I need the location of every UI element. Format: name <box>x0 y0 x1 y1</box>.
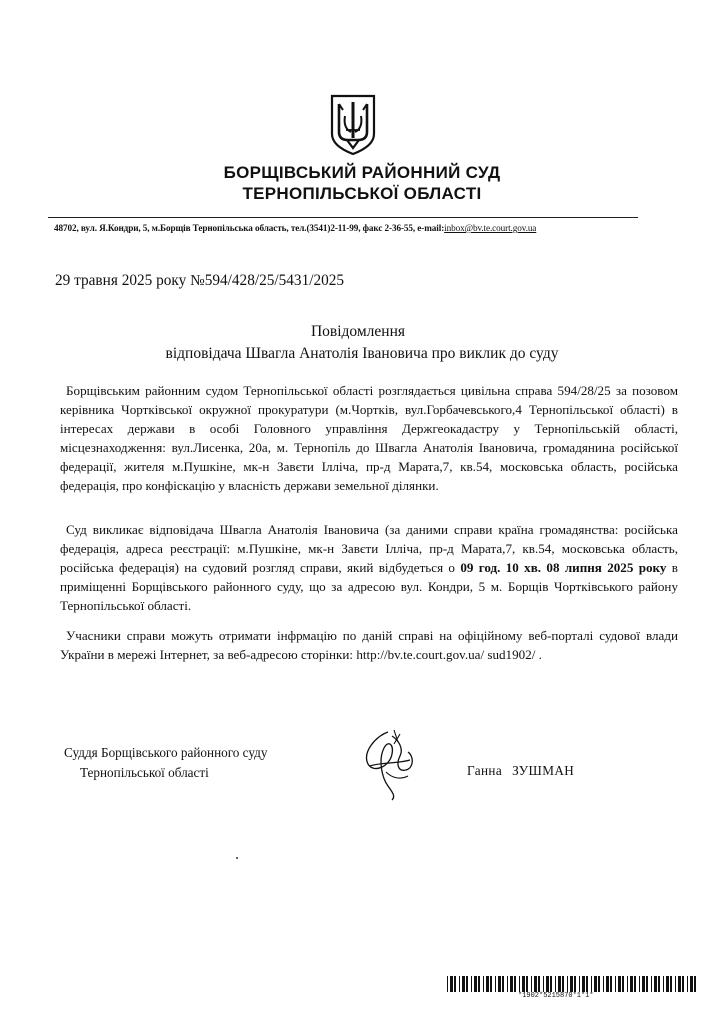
barcode-bar <box>651 976 652 992</box>
barcode-bar <box>586 976 588 992</box>
paragraph-summons <box>60 520 678 615</box>
barcode-bar <box>654 976 657 992</box>
paragraph-text: Учасники справи можуть отримати інфрмацію по даній справі на офіційному веб-порталі судової влади України в мережі Інтернет, за веб-адресою сторінки: http://bv.te.court.gov.ua/ sud1902/ . <box>60 628 678 662</box>
barcode-bar <box>447 976 448 992</box>
barcode-bar <box>658 976 660 992</box>
barcode-bar <box>466 976 468 992</box>
barcode-bar <box>582 976 585 992</box>
barcode-bar <box>550 976 552 992</box>
judge-position <box>64 743 267 783</box>
barcode-bar <box>502 976 504 992</box>
barcode-bar <box>567 976 568 992</box>
hearing-datetime: 09 год. 10 хв. 08 липня 2025 року <box>460 560 667 575</box>
barcode-bar <box>618 976 621 992</box>
handwritten-signature <box>348 726 428 804</box>
barcode-bar <box>574 976 576 992</box>
document-subtitle: відповідача Швагла Анатолія Івановича про виклик до суду <box>165 345 559 362</box>
barcode-bar <box>471 976 472 992</box>
barcode-bar <box>486 976 489 992</box>
barcode-bar <box>450 976 453 992</box>
trident-emblem-icon <box>329 94 377 156</box>
barcode-bar <box>639 976 640 992</box>
judge-last-name: ЗУШМАН <box>512 763 575 778</box>
barcode-text: *1902*5215870*1*1* <box>518 992 594 1000</box>
barcode-bar <box>675 976 676 992</box>
barcode-bar <box>558 976 561 992</box>
paragraph-case-description <box>60 381 678 495</box>
barcode-bar <box>579 976 580 992</box>
barcode-bar <box>562 976 564 992</box>
paragraph-website-info <box>60 626 678 664</box>
barcode-bar <box>459 976 460 992</box>
barcode-bar <box>474 976 477 992</box>
barcode-bar <box>546 976 549 992</box>
court-contacts <box>54 223 694 233</box>
barcode-bar <box>555 976 556 992</box>
barcode-bar <box>610 976 612 992</box>
barcode-bar <box>454 976 456 992</box>
barcode-bar <box>615 976 616 992</box>
scan-speck <box>236 857 238 859</box>
paragraph-text <box>60 520 678 615</box>
paragraph-text: Борщівським районним судом Тернопільської області розглядається цивільна справа 594/28/25 за позовом керівника Чортківської окружної прокуратури (м.Чортків, вул.Горбачевського,4 Тернопільської області) в інтересах держави в особі Головного управління Держгеокадастру у Тернопільській області, місцезнаходження: вул.Лисенка, 20а, м. Тернопіль до Швагла Анатолія Івановича, громадянина російської федерації, жителя м.Пушкіне, мк-н Завєти Ілліча, пр-д Марата,7, кв.54, московська область, російська федерація, про конфіскацію у власність держави земельної ділянки. <box>60 383 678 493</box>
summons-text: Суд викликає відповідача Швагла Анатолія Івановича (за даними справи країна громадянства: російська федерація, адреса реєстрації: м.Пушкіне, мк-н Завєти Ілліча, пр-д Марата,7, кв.54, московська область, російська федерація) на судовий розгляд справи, який відбудеться о <box>60 522 678 575</box>
barcode-bar <box>534 976 537 992</box>
barcode-bar <box>634 976 636 992</box>
barcode-bar <box>694 976 696 992</box>
judge-first-name: Ганна <box>467 763 503 778</box>
email-link[interactable]: inbox@bv.te.court.gov.ua <box>444 223 537 233</box>
barcode-bar <box>507 976 508 992</box>
barcode-bar <box>598 976 600 992</box>
barcode-bar <box>594 976 597 992</box>
document-barcode <box>447 976 699 992</box>
court-name-line1: БОРЩІВСЬКИЙ РАЙОННИЙ СУД <box>223 163 501 182</box>
barcode-bar <box>510 976 513 992</box>
barcode-bar <box>622 976 624 992</box>
barcode-bar <box>690 976 693 992</box>
barcode-bar <box>606 976 609 992</box>
contacts-address: 48702, вул. Я.Кондри, 5, м.Борщів Тернопільська область, тел.(3541)2-11-99, факс 2-36-55, e-mail: <box>54 223 445 233</box>
barcode-bar <box>678 976 681 992</box>
judge-position-line1: Суддя Борщівського районного суду <box>64 745 268 760</box>
document-title: Повідомлення <box>310 323 406 340</box>
barcode-bar <box>522 976 525 992</box>
barcode-bar <box>687 976 688 992</box>
date-and-number: 29 травня 2025 року №594/428/25/5431/2025 <box>55 272 345 289</box>
barcode-bar <box>514 976 516 992</box>
barcode-bar <box>483 976 484 992</box>
barcode-bar <box>531 976 532 992</box>
barcode-bar <box>642 976 645 992</box>
barcode-bar <box>603 976 604 992</box>
barcode-bar <box>646 976 648 992</box>
barcode-bar <box>519 976 520 992</box>
header-divider <box>48 217 638 218</box>
summons-location: в приміщенні Борщівського районного суду, що за адресою вул. Кондри, 5 м. Борщів Чортківського району Тернопільської області. <box>60 560 678 613</box>
barcode-bar <box>570 976 573 992</box>
judge-name <box>467 763 574 779</box>
judge-position-line2: Тернопільської області <box>80 765 209 780</box>
barcode-bar <box>498 976 501 992</box>
barcode-bar <box>682 976 684 992</box>
barcode-bar <box>591 976 592 992</box>
barcode-bar <box>543 976 544 992</box>
barcode-bar <box>663 976 664 992</box>
barcode-bar <box>478 976 480 992</box>
barcode-bar <box>490 976 492 992</box>
barcode-bar <box>670 976 672 992</box>
barcode-bar <box>462 976 465 992</box>
barcode-bar <box>627 976 628 992</box>
barcode-bar <box>526 976 528 992</box>
barcode-bar <box>630 976 633 992</box>
court-name-line2: ТЕРНОПІЛЬСЬКОЇ ОБЛАСТІ <box>242 184 482 203</box>
barcode-bar <box>666 976 669 992</box>
barcode-bar <box>495 976 496 992</box>
barcode-bar <box>538 976 540 992</box>
